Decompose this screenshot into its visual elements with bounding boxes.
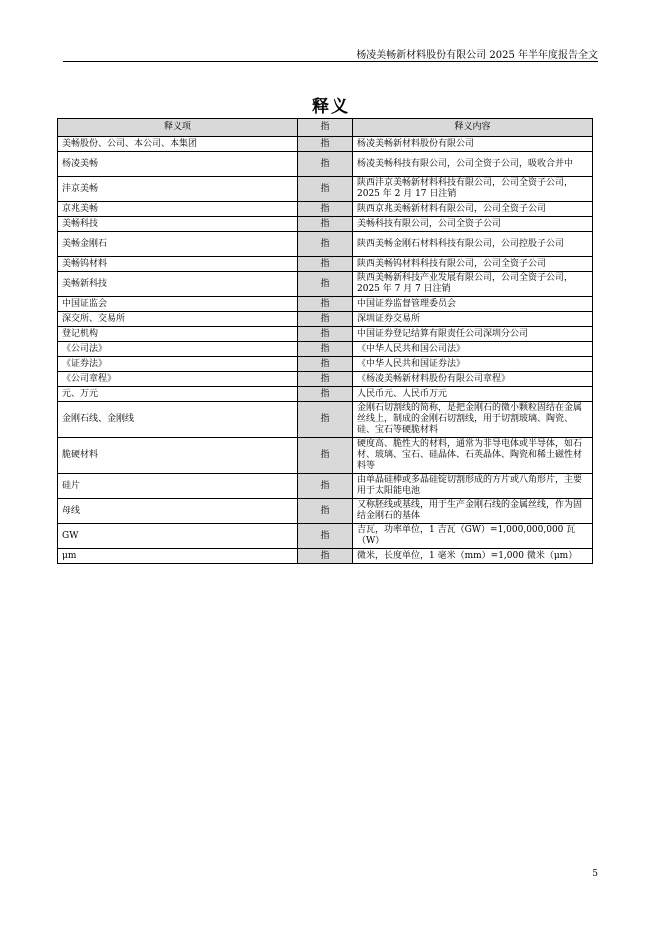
table-row — [58, 297, 593, 312]
definition-cell: 深圳证券交易所 — [353, 312, 593, 327]
term-cell: 金刚石线、金刚线 — [58, 402, 298, 438]
report-header-title: 杨凌美畅新材料股份有限公司 2025 年半年度报告全文 — [356, 50, 598, 61]
term-cell: 《公司章程》 — [58, 372, 298, 387]
definition-cell: 硬度高、脆性大的材料，通常为非导电体或半导体，如石材、玻璃、宝石、硅晶体、石英晶体、陶瓷和稀土磁性材料等 — [353, 438, 593, 474]
ref-cell: 指 — [298, 272, 353, 297]
ref-cell: 指 — [298, 257, 353, 272]
ref-cell: 指 — [298, 438, 353, 474]
page-number: 5 — [592, 869, 598, 879]
term-cell: 美畅科技 — [58, 217, 298, 232]
definition-cell: 杨凌美畅科技有限公司，公司全资子公司，吸收合并中 — [353, 152, 593, 177]
definition-cell: 陕西美畅金刚石材料科技有限公司，公司控股子公司 — [353, 232, 593, 257]
definition-cell: 陕西沣京美畅新材料科技有限公司，公司全资子公司，2025 年 2 月 17 日注销 — [353, 177, 593, 202]
term-cell: 美畅股份、公司、本公司、本集团 — [58, 137, 298, 152]
definition-cell: 陕西京兆美畅新材料有限公司，公司全资子公司 — [353, 202, 593, 217]
ref-cell: 指 — [298, 177, 353, 202]
section-title: 释义 — [312, 97, 350, 117]
column-header-ref: 指 — [298, 119, 353, 137]
table-row — [58, 232, 593, 257]
definition-cell: 中国证券监督管理委员会 — [353, 297, 593, 312]
table-row — [58, 402, 593, 438]
ref-cell: 指 — [298, 327, 353, 342]
table-row — [58, 549, 593, 564]
table-row — [58, 499, 593, 524]
ref-cell: 指 — [298, 297, 353, 312]
table-row — [58, 217, 593, 232]
table-row — [58, 312, 593, 327]
ref-cell: 指 — [298, 202, 353, 217]
term-cell: GW — [58, 524, 298, 549]
term-cell: 《证券法》 — [58, 357, 298, 372]
table-row — [58, 177, 593, 202]
term-cell: 登记机构 — [58, 327, 298, 342]
definition-cell: 陕西美畅钨材料科技有限公司，公司全资子公司 — [353, 257, 593, 272]
definition-cell: 人民币元、人民币万元 — [353, 387, 593, 402]
ref-cell: 指 — [298, 137, 353, 152]
table-row — [58, 474, 593, 499]
term-cell: 母线 — [58, 499, 298, 524]
term-cell: 元、万元 — [58, 387, 298, 402]
ref-cell: 指 — [298, 342, 353, 357]
table-row — [58, 327, 593, 342]
table-row — [58, 524, 593, 549]
definition-cell: 微米，长度单位，1 毫米（mm）=1,000 微米（μm） — [353, 549, 593, 564]
table-row — [58, 357, 593, 372]
table-row — [58, 257, 593, 272]
table-row — [58, 387, 593, 402]
column-header-definition: 释义内容 — [353, 119, 593, 137]
definition-cell: 陕西美畅新科技产业发展有限公司，公司全资子公司，2025 年 7 月 7 日注销 — [353, 272, 593, 297]
table-row — [58, 152, 593, 177]
table-row — [58, 342, 593, 357]
definition-cell: 中国证券登记结算有限责任公司深圳分公司 — [353, 327, 593, 342]
term-cell: 京兆美畅 — [58, 202, 298, 217]
table-row — [58, 202, 593, 217]
term-cell: 美畅钨材料 — [58, 257, 298, 272]
header-divider — [63, 61, 598, 62]
definition-cell: 《杨凌美畅新材料股份有限公司章程》 — [353, 372, 593, 387]
definition-cell: 金刚石切割线的简称，是把金刚石的微小颗粒固结在金属丝线上，制成的金刚石切割线，用于切割玻璃、陶瓷、硅、宝石等硬脆材料 — [353, 402, 593, 438]
term-cell: 中国证监会 — [58, 297, 298, 312]
definition-cell: 又称胚线或基线，用于生产金刚石线的金属丝线，作为固结金刚石的基体 — [353, 499, 593, 524]
table-row — [58, 438, 593, 474]
ref-cell: 指 — [298, 387, 353, 402]
definition-cell: 由单晶硅棒或多晶硅锭切割形成的方片或八角形片，主要用于太阳能电池 — [353, 474, 593, 499]
ref-cell: 指 — [298, 372, 353, 387]
ref-cell: 指 — [298, 217, 353, 232]
ref-cell: 指 — [298, 402, 353, 438]
definition-cell: 吉瓦，功率单位，1 吉瓦（GW）=1,000,000,000 瓦（W） — [353, 524, 593, 549]
table-row — [58, 272, 593, 297]
ref-cell: 指 — [298, 357, 353, 372]
table-body — [58, 137, 593, 564]
definition-cell: 《中华人民共和国公司法》 — [353, 342, 593, 357]
definitions-table — [57, 118, 593, 564]
term-cell: 硅片 — [58, 474, 298, 499]
term-cell: 美畅金刚石 — [58, 232, 298, 257]
ref-cell: 指 — [298, 312, 353, 327]
term-cell: 沣京美畅 — [58, 177, 298, 202]
ref-cell: 指 — [298, 474, 353, 499]
table-header-row — [58, 119, 593, 137]
term-cell: μm — [58, 549, 298, 564]
ref-cell: 指 — [298, 232, 353, 257]
table-row — [58, 137, 593, 152]
term-cell: 脆硬材料 — [58, 438, 298, 474]
table-row — [58, 372, 593, 387]
term-cell: 杨凌美畅 — [58, 152, 298, 177]
ref-cell: 指 — [298, 499, 353, 524]
ref-cell: 指 — [298, 524, 353, 549]
ref-cell: 指 — [298, 549, 353, 564]
term-cell: 美畅新科技 — [58, 272, 298, 297]
ref-cell: 指 — [298, 152, 353, 177]
definition-cell: 《中华人民共和国证券法》 — [353, 357, 593, 372]
definition-cell: 美畅科技有限公司，公司全资子公司 — [353, 217, 593, 232]
term-cell: 深交所、交易所 — [58, 312, 298, 327]
definition-cell: 杨凌美畅新材料股份有限公司 — [353, 137, 593, 152]
column-header-term: 释义项 — [58, 119, 298, 137]
term-cell: 《公司法》 — [58, 342, 298, 357]
